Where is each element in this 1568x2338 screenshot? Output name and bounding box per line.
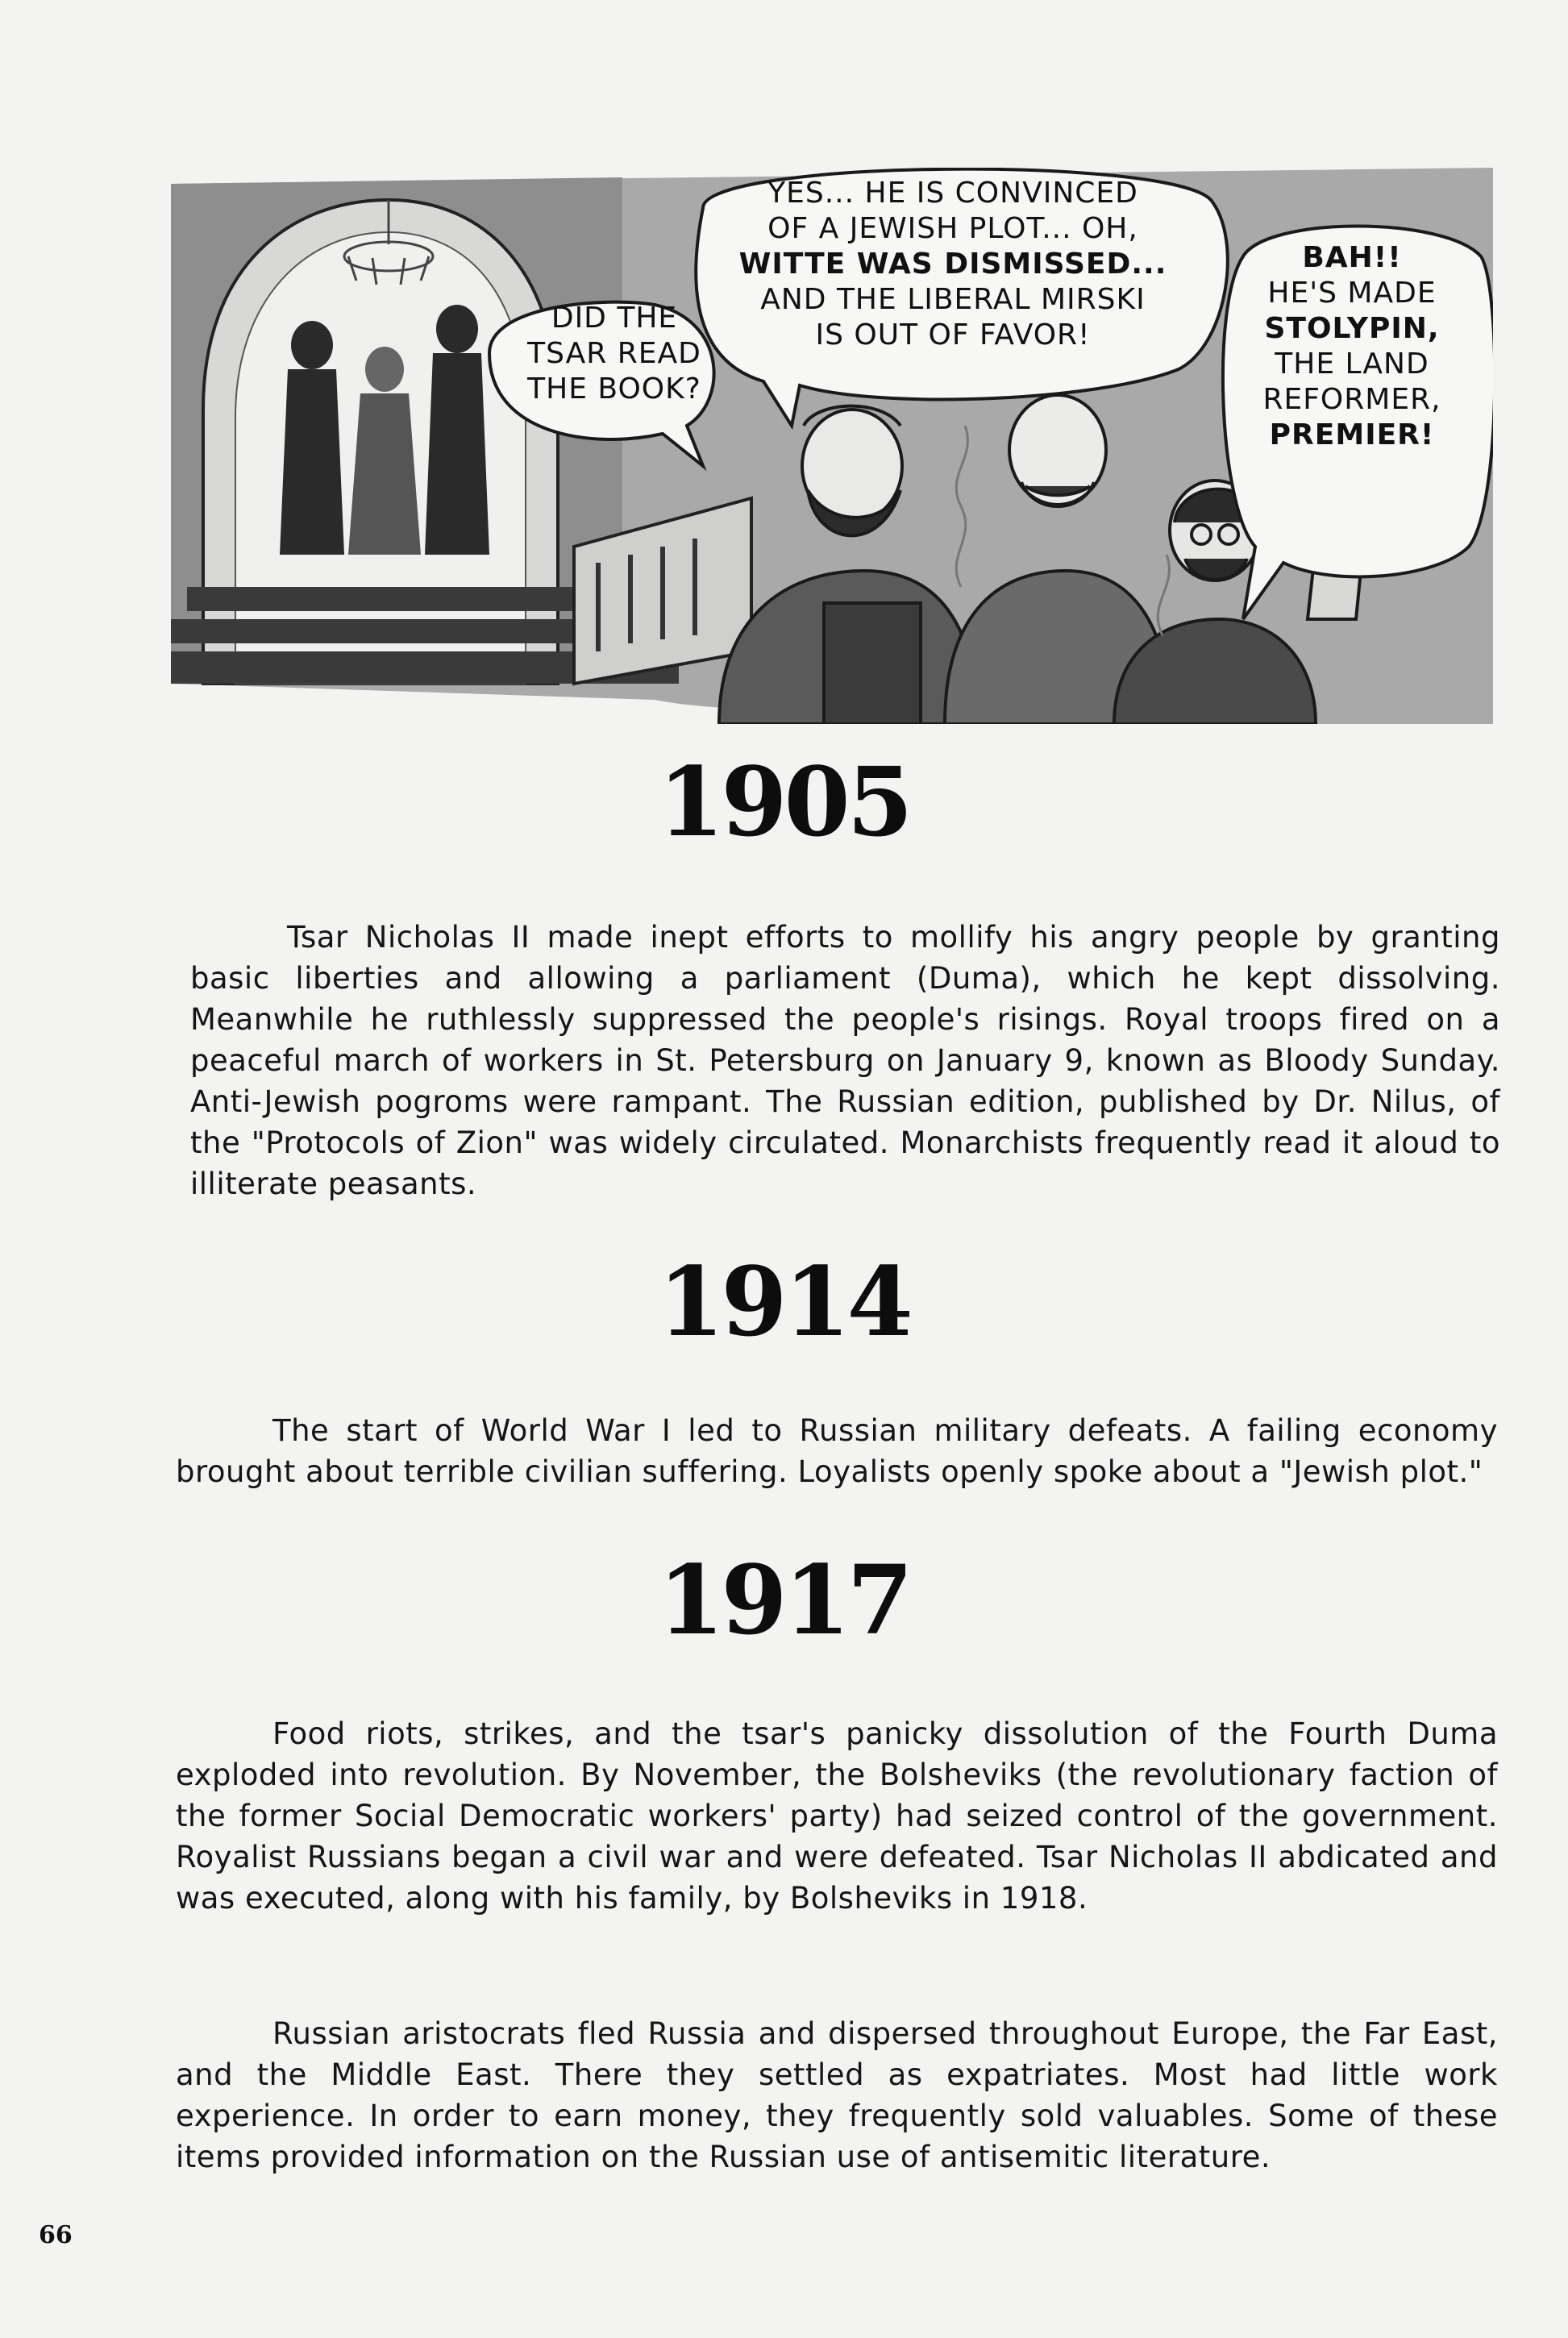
balloon-3-line: THE LAND (1275, 347, 1429, 381)
balloon-3-line: HE'S MADE (1267, 277, 1437, 310)
paragraph-1905: Tsar Nicholas II made inept efforts to mollify his angry people by granting basic liberties and allowing a parliament (Duma), which he kept dissolving. Meanwhile he ruthlessly suppressed the people's risings. Royal troops fired on a peaceful march of workers in St. Petersburg on January 9, known as Bloody Sunday. Anti-Jewish pogroms were rampant. The Russian edition, published by Dr. Nilus, of the "Protocols of Zion" was widely circulated. Monarchists frequently read it aloud to illiterate peasants. (190, 920, 1500, 1201)
balloon-2-line: IS OUT OF FAVOR! (815, 318, 1091, 352)
comic-panel (171, 168, 1493, 724)
paragraph-1914: The start of World War I led to Russian military defeats. A failing economy brought about terrible civilian suffering. Loyalists openly spoke about a "Jewish plot." (176, 1413, 1498, 1489)
balloon-2-line: OF A JEWISH PLOT... OH, (767, 212, 1138, 245)
year-heading-1914: 1914 (658, 1246, 910, 1358)
balloon-2-line: AND THE LIBERAL MIRSKI (760, 283, 1146, 316)
speech-balloon-1 (493, 301, 735, 407)
balloon-2-line: YES... HE IS CONVINCED (767, 177, 1138, 210)
speech-balloon-3 (1219, 240, 1485, 453)
closing-paragraph: Russian aristocrats fled Russia and dispersed throughout Europe, the Far East, and the Middle East. There they settled as expatriates. Most had little work experience. In order to earn money, they frequently sold valuables. Some of these items provided information on the Russian use of antisemitic literature. (176, 2016, 1498, 2174)
paragraph-1917: Food riots, strikes, and the tsar's panicky dissolution of the Fourth Duma exploded into revolution. By November, the Bolsheviks (the revolutionary faction of the former Social Democratic workers' party) had seized control of the government. Royalist Russians began a civil war and were defeated. Tsar Nicholas II abdicated and was executed, along with his family, by Bolsheviks in 1918. (176, 1716, 1498, 1916)
speech-balloon-2 (703, 176, 1203, 353)
balloon-3-line-bold: BAH!! (1302, 241, 1402, 274)
year-heading-1917: 1917 (658, 1544, 910, 1656)
page-number: 66 (39, 2221, 73, 2249)
balloon-3-line-bold: STOLYPIN, (1264, 312, 1440, 345)
balloon-3-line-bold: PREMIER! (1269, 418, 1435, 451)
balloon-1-line: TSAR READ (527, 337, 701, 370)
year-heading-1905: 1905 (658, 746, 910, 858)
balloon-1-line: DID THE (551, 302, 678, 335)
balloon-2-line-bold: WITTE WAS DISMISSED... (738, 248, 1167, 281)
balloon-3-line: REFORMER, (1262, 383, 1441, 416)
balloon-1-line: THE BOOK? (527, 372, 701, 406)
